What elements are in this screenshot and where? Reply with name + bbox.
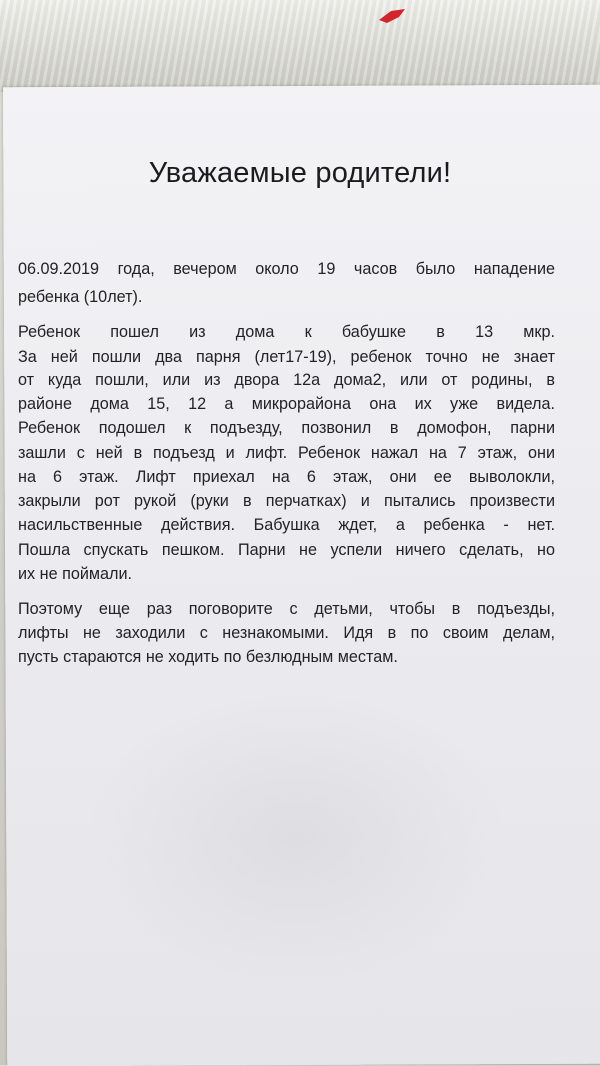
notice-line-6: районе дома 15, 12 а микрорайона она их уже видела.: [18, 395, 555, 413]
notice-line-2: ребенка (10лет).: [18, 288, 143, 306]
notice-line-9: на 6 этаж. Лифт приехал на 6 этаж, они ее выволокли,: [18, 468, 555, 486]
notice-line-11: насильственные действия. Бабушка ждет, а ребенка - нет.: [18, 516, 555, 534]
notice-line-5: от куда пошли, или из двора 12а дома2, или от родины, в: [18, 371, 555, 389]
notice-line-3: Ребенок пошел из дома к бабушке в 13 мкр.: [18, 323, 555, 341]
paper-shadow: [86, 685, 507, 987]
red-paint-mark: [377, 8, 407, 24]
notice-line-16: пусть стараются не ходить по безлюдным местам.: [18, 648, 398, 666]
notice-line-1: 06.09.2019 года, вечером около 19 часов было нападение: [18, 260, 555, 278]
notice-line-4: За ней пошли два парня (лет17-19), ребенок точно не знает: [18, 348, 555, 366]
wall-top-strip: [0, 0, 600, 92]
notice-line-7: Ребенок подошел к подъезду, позвонил в домофон, парни: [18, 419, 555, 437]
notice-line-8: зашли с ней в подъезд и лифт. Ребенок нажал на 7 этаж, они: [18, 444, 555, 462]
notice-line-12: Пошла спускать пешком. Парни не успели ничего сделать, но: [18, 541, 555, 559]
notice-line-13: их не поймали.: [18, 565, 133, 583]
notice-line-14: Поэтому еще раз поговорите с детьми, чтобы в подъезды,: [18, 600, 555, 618]
notice-line-15: лифты не заходили с незнакомыми. Идя в по своим делам,: [18, 624, 555, 642]
notice-line-10: закрыли рот рукой (руки в перчатках) и пытались произвести: [18, 492, 555, 510]
notice-title: Уважаемые родители!: [148, 157, 452, 189]
